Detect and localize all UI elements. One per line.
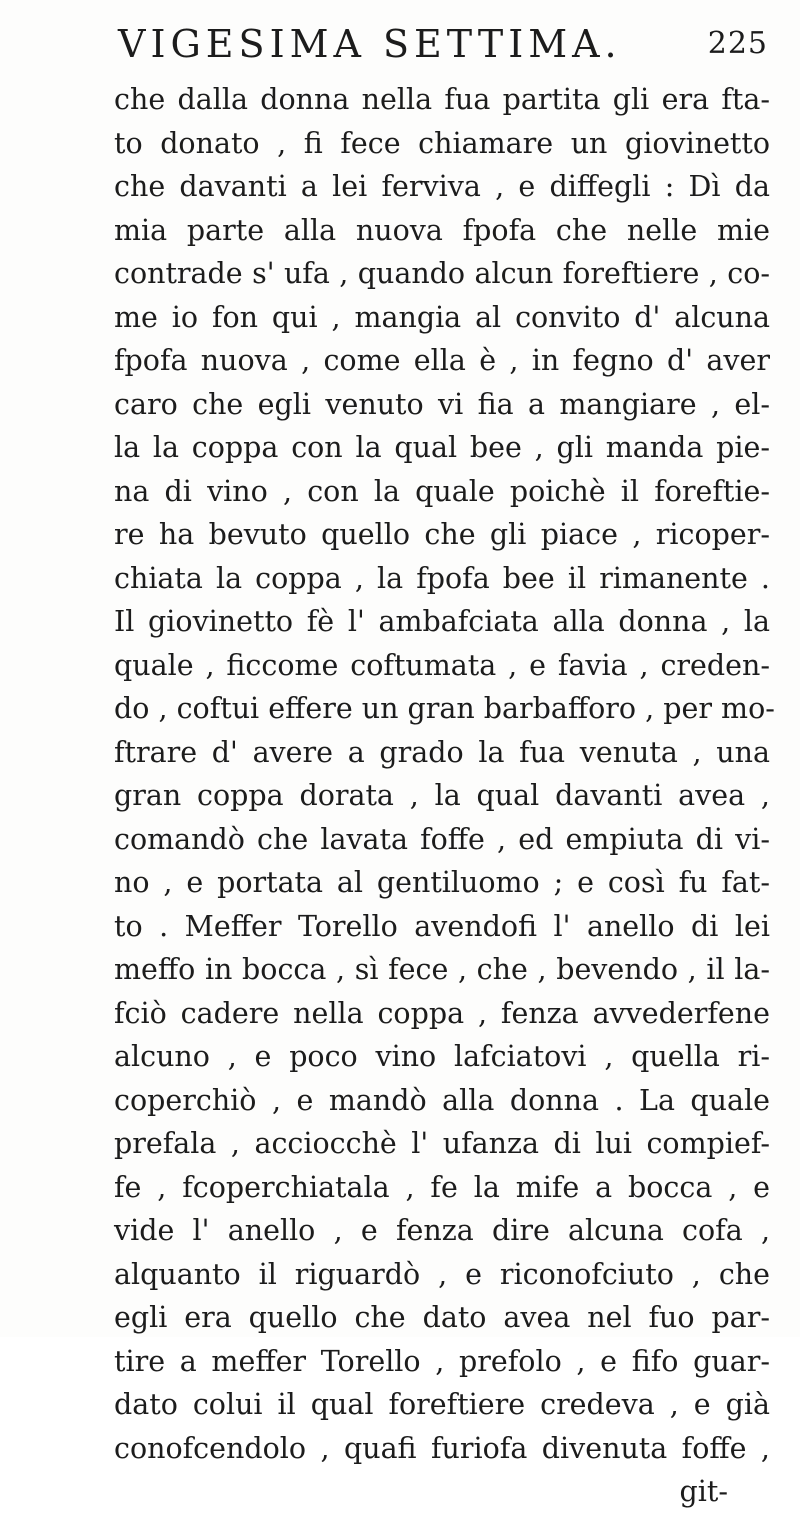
text-line: che davanti a lei ferviva , e diffegli : Dì da [114,170,770,203]
text-line: do , coftui effere un gran barbafforo , per mo- [114,692,775,725]
text-line: alquanto il riguardò , e riconofciuto , che [114,1257,770,1291]
catchword: git- [679,1475,728,1508]
text-line: coperchiò , e mandò alla donna . La quale [114,1083,770,1117]
text-line: to . Meffer Torello avendofi l' anello di lei [114,909,770,943]
text-line: fciò cadere nella coppa , fenza avvederfene [114,996,770,1030]
text-line: alcuno , e poco vino lafciatovi , quella ri- [114,1040,770,1073]
text-line: la la coppa con la qual bee , gli manda pie- [114,431,770,464]
text-line: caro che egli venuto vi fia a mangiare , el- [114,387,770,421]
text-line: mia parte alla nuova fpofa che nelle mie [114,213,770,247]
text-line: tire a meffer Torello , prefolo , e fifo guar- [114,1344,770,1378]
text-line: dato colui il qual foreftiere credeva , e già [114,1388,770,1421]
running-head [118,22,768,72]
text-line: vide l' anello , e fenza dire alcuna cofa , [114,1214,770,1247]
text-line: conofcendolo , quafi furiofa divenuta foffe , [114,1431,770,1465]
text-line: quale , ficcome coftumata , e favia , creden- [114,648,770,682]
text-line: me io fon qui , mangia al convito d' alcuna [114,300,770,334]
text-line: no , e portata al gentiluomo ; e così fu fat- [114,866,770,899]
body-text [114,78,775,1514]
text-line: gran coppa dorata , la qual davanti avea , [114,779,770,812]
text-line: comandò che lavata foffe , ed empiuta di vi- [114,822,770,856]
text-line: to donato , fi fece chiamare un giovinetto [114,126,770,160]
text-line: meffo in bocca , sì fece , che , bevendo , il la- [114,953,770,986]
text-line: egli era quello che dato avea nel fuo par- [114,1301,770,1334]
text-line: na di vino , con la quale poichè il foreftie- [114,474,770,508]
text-line: re ha bevuto quello che gli piace , ricoper- [114,518,770,551]
text-line: fpofa nuova , come ella è , in fegno d' aver [114,344,770,377]
text-line: prefala , acciocchè l' ufanza di lui compief- [114,1127,770,1160]
text-line: Il giovinetto fè l' ambafciata alla donna , la [114,605,770,638]
text-line: chiata la coppa , la fpofa bee il rimanente . [114,561,770,595]
text-line: ftrare d' avere a grado la fua venuta , una [114,735,770,769]
text-line: che dalla donna nella fua partita gli era fta- [114,83,770,116]
text-line: contrade s' ufa , quando alcun foreftiere , co- [114,257,770,290]
page-number: 225 [707,26,768,61]
running-title: VIGESIMA SETTIMA. [118,22,622,66]
text-line: fe , fcoperchiatala , fe la mife a bocca , e [114,1170,770,1204]
